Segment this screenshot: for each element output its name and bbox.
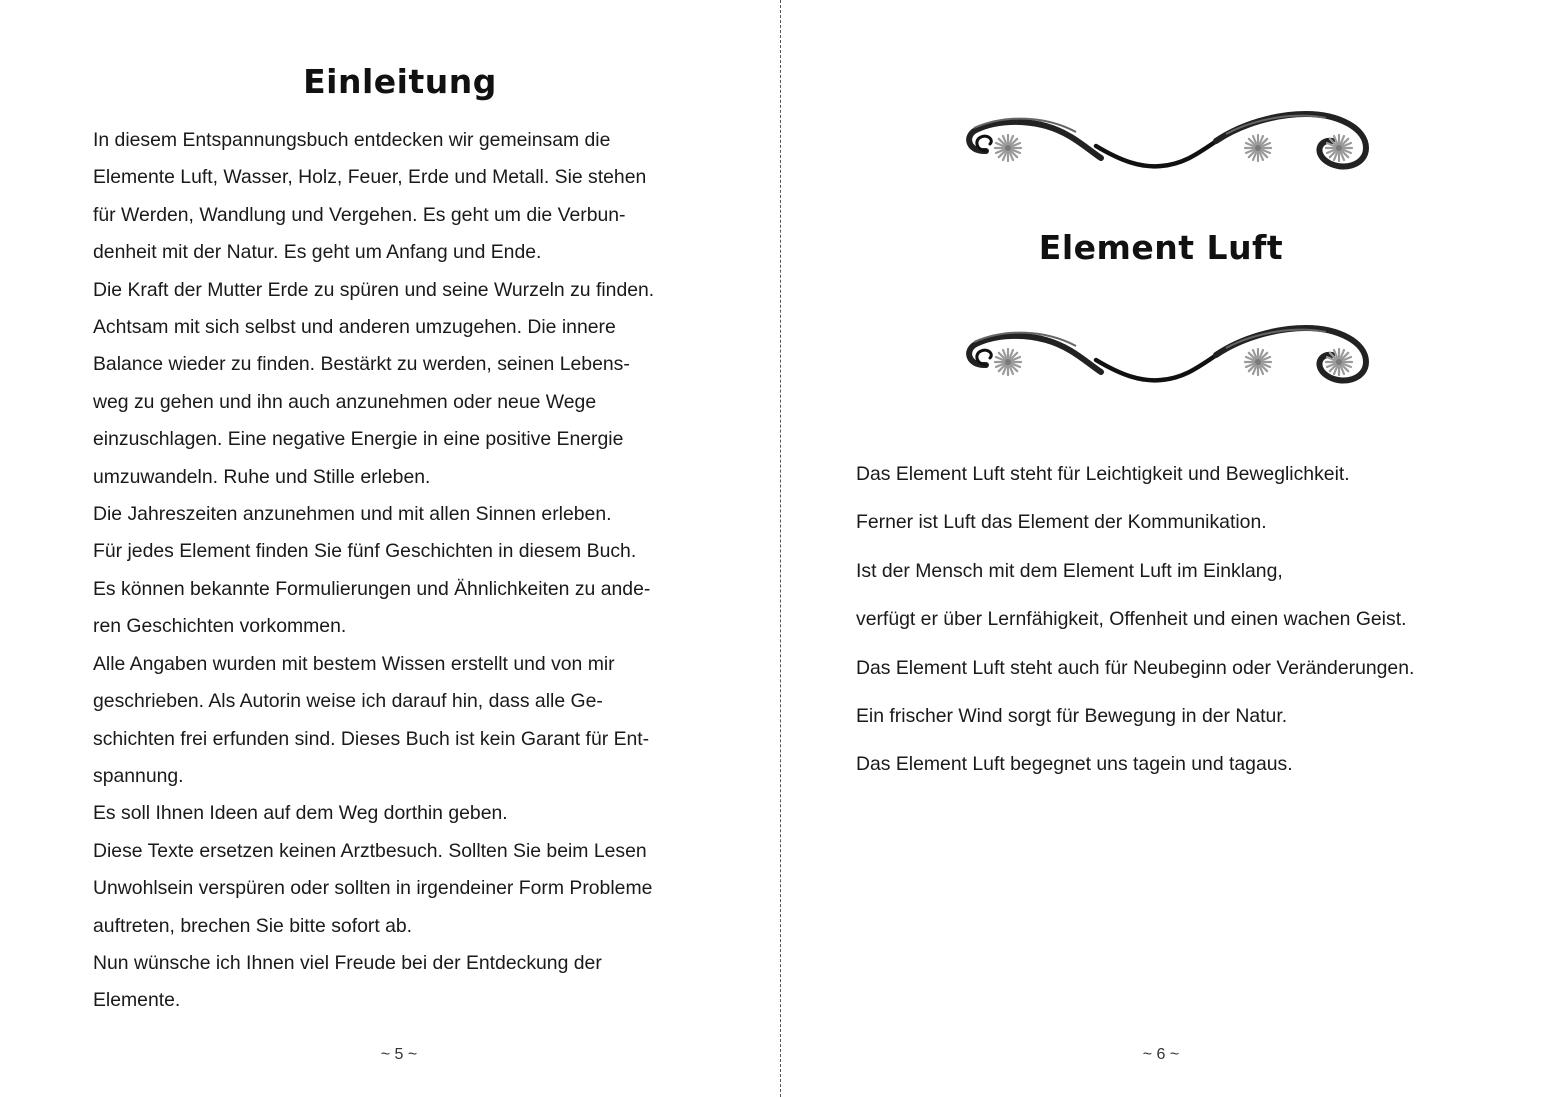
text-line: einzuschlagen. Eine negative Energie in eine positive Energie: [93, 428, 624, 451]
text-line: Alle Angaben wurden mit bestem Wissen erstellt und von mir: [93, 652, 615, 675]
text-line: umzuwandeln. Ruhe und Stille erleben.: [93, 465, 431, 488]
text-line: verfügt er über Lernfähigkeit, Offenheit und einen wachen Geist.: [856, 608, 1407, 631]
text-line: spannung.: [93, 764, 184, 787]
text-line: Elemente Luft, Wasser, Holz, Feuer, Erde und Metall. Sie stehen: [93, 166, 647, 189]
text-line: Achtsam mit sich selbst und anderen umzugehen. Die innere: [93, 316, 616, 339]
element-text: [856, 450, 1546, 789]
text-line: Ein frischer Wind sorgt für Bewegung in der Natur.: [856, 705, 1288, 728]
page-number: ~ 5 ~: [380, 1046, 418, 1063]
text-line: Für jedes Element finden Sie fünf Geschichten in diesem Buch.: [93, 540, 637, 563]
text-line: Das Element Luft begegnet uns tagein und tagaus.: [856, 753, 1293, 776]
ornament-divider-bottom: [946, 320, 1376, 392]
page-title: Element Luft: [1038, 228, 1284, 267]
text-line: Die Kraft der Mutter Erde zu spüren und seine Wurzeln zu finden.: [93, 278, 655, 301]
text-line: Balance wieder zu finden. Bestärkt zu werden, seinen Lebens-: [93, 353, 630, 376]
text-line: geschrieben. Als Autorin weise ich darauf hin, dass alle Ge-: [93, 690, 603, 713]
page-title: Einleitung: [303, 62, 497, 101]
text-line: ren Geschichten vorkommen.: [93, 615, 347, 638]
text-line: In diesem Entspannungsbuch entdecken wir gemeinsam die: [93, 129, 611, 151]
text-line: Das Element Luft steht auch für Neubeginn oder Veränderungen.: [856, 656, 1415, 679]
text-line: Das Element Luft steht für Leichtigkeit und Beweglichkeit.: [856, 463, 1350, 485]
text-line: schichten frei erfunden sind. Dieses Buch ist kein Garant für Ent-: [93, 727, 650, 750]
text-line: Ferner ist Luft das Element der Kommunikation.: [856, 511, 1267, 534]
text-line: für Werden, Wandlung und Vergehen. Es geht um die Verbun-: [93, 203, 626, 226]
text-line: Elemente.: [93, 989, 181, 1012]
text-line: weg zu gehen und ihn auch anzunehmen oder neue Wege: [93, 390, 597, 413]
text-line: Die Jahreszeiten anzunehmen und mit allen Sinnen erleben.: [93, 503, 612, 526]
text-line: auftreten, brechen Sie bitte sofort ab.: [93, 914, 413, 937]
text-line: Es können bekannte Formulierungen und Ähnlichkeiten zu ande-: [93, 577, 651, 600]
text-line: Es soll Ihnen Ideen auf dem Weg dorthin geben.: [93, 802, 508, 825]
text-line: Nun wünsche ich Ihnen viel Freude bei der Entdeckung der: [93, 951, 602, 974]
intro-text: [93, 122, 733, 1020]
text-line: denheit mit der Natur. Es geht um Anfang und Ende.: [93, 241, 542, 264]
text-line: Ist der Mensch mit dem Element Luft im Einklang,: [856, 559, 1283, 582]
text-line: Diese Texte ersetzen keinen Arztbesuch. Sollten Sie beim Lesen: [93, 839, 647, 862]
text-line: Unwohlsein verspüren oder sollten in irgendeiner Form Probleme: [93, 877, 653, 900]
right-page: [781, 0, 1557, 1097]
page-number: ~ 6 ~: [1142, 1046, 1180, 1063]
ornament-divider-top: [946, 106, 1376, 178]
